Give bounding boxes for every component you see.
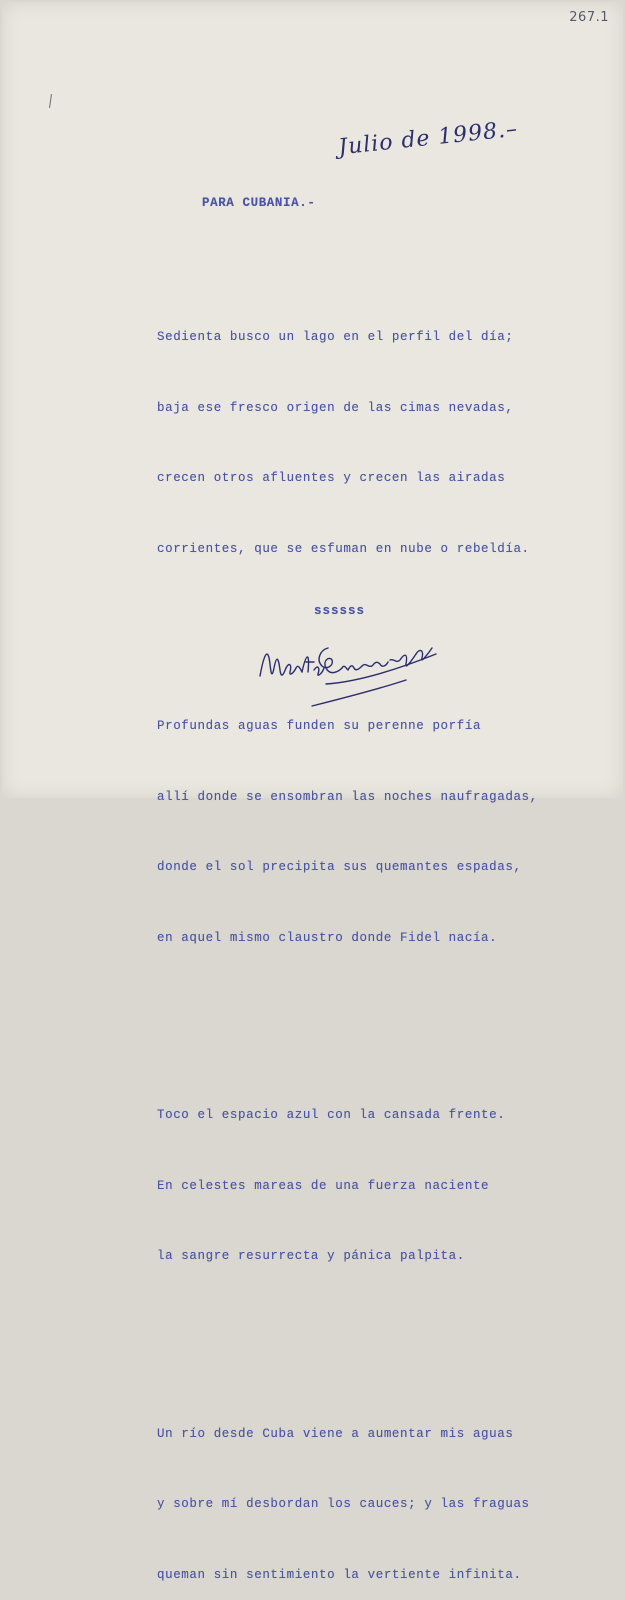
document-page [2,2,623,798]
poem-line: Toco el espacio azul con la cansada frente. [157,1104,538,1128]
poem-line: allí donde se ensombran las noches naufragadas, [157,786,538,810]
poem-line: crecen otros afluentes y crecen las airadas [157,467,538,491]
stanza-4 [157,1376,538,1600]
poem-line: baja ese fresco origen de las cimas nevadas, [157,397,538,421]
handwritten-date: Julio de 1998.– [337,117,519,161]
archive-number: 267.1 [569,10,609,25]
poem-title: PARA CUBANIA.- [202,196,315,210]
poem-line: y sobre mí desbordan los cauces; y las fraguas [157,1493,538,1517]
poem-line: En celestes mareas de una fuerza naciente [157,1175,538,1199]
poem-line: la sangre resurrecta y pánica palpita. [157,1245,538,1269]
poem-line: corrientes, que se esfuman en nube o rebeldía. [157,538,538,562]
end-mark: ssssss [314,604,365,618]
poem-line: en aquel mismo claustro donde Fidel nacía. [157,927,538,951]
handwritten-signature [256,624,446,719]
poem-line: Profundas aguas funden su perenne porfía [157,715,538,739]
poem-line: Sedienta busco un lago en el perfil del día; [157,326,538,350]
stanza-3 [157,1057,538,1316]
poem-line: Un río desde Cuba viene a aumentar mis aguas [157,1423,538,1447]
poem-body [157,232,538,1600]
poem-line: donde el sol precipita sus quemantes espadas, [157,856,538,880]
stanza-1 [157,279,538,608]
signature-scrawl-icon [256,624,446,714]
poem-line: queman sin sentimiento la vertiente infinita. [157,1564,538,1588]
margin-mark [49,94,52,108]
